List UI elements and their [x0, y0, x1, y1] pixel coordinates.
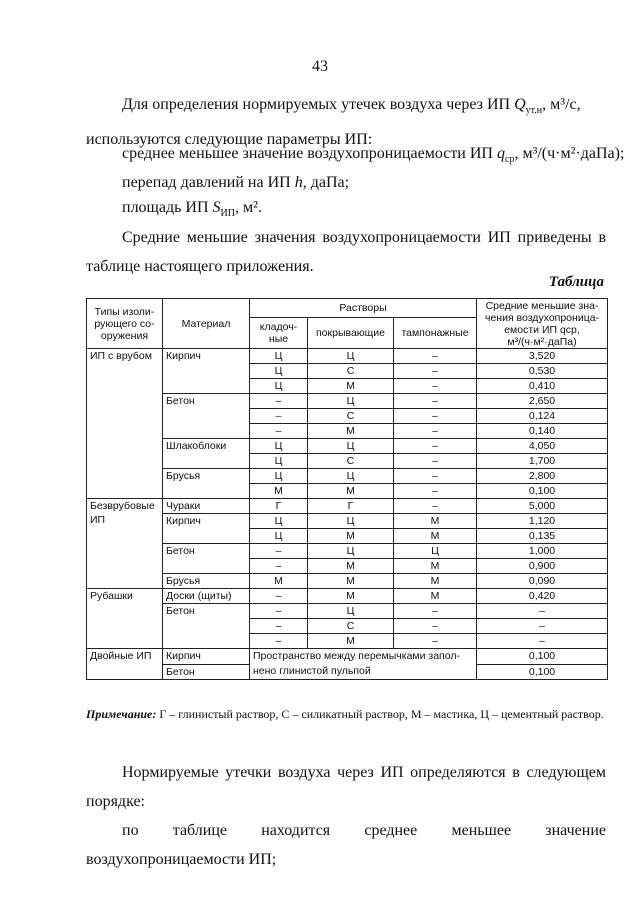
cell-covering: М: [308, 484, 394, 499]
cell-covering: М: [308, 379, 394, 394]
table-row: [87, 574, 608, 589]
cell-covering: С: [308, 454, 394, 469]
cell-masonry: –: [250, 409, 308, 424]
cell-value: 3,520: [477, 349, 608, 364]
cell-value: –: [477, 604, 608, 619]
cell-value: 0,100: [477, 484, 608, 499]
param-3-unit: , м².: [234, 199, 262, 216]
cell-material: Кирпич: [163, 514, 250, 544]
cell-covering: М: [308, 559, 394, 574]
note-label: Примечание:: [86, 707, 157, 721]
cell-value: 0,090: [477, 574, 608, 589]
cell-covering: Ц: [308, 604, 394, 619]
cell-masonry: Ц: [250, 454, 308, 469]
cell-material: Кирпич: [163, 649, 250, 665]
cell-material: Чураки: [163, 499, 250, 514]
cell-type: Рубашки: [87, 589, 163, 649]
cell-covering: М: [308, 424, 394, 439]
last-paragraph: по таблице находится среднее меньшее значение воздухопроницаемости ИП;: [86, 822, 606, 868]
cell-type: Двойные ИП: [87, 649, 163, 680]
header-material: Материал: [163, 299, 250, 349]
cell-plugging: М: [394, 514, 477, 529]
cell-covering: Ц: [308, 469, 394, 484]
cell-plugging: –: [394, 619, 477, 634]
cell-value: 0,135: [477, 529, 608, 544]
param-1-var: q: [496, 145, 505, 162]
param-1-text: среднее меньшее значение воздухопроницаемости ИП: [122, 145, 497, 162]
closing-paragraph: Нормируемые утечки воздуха через ИП определяются в следующем порядке:: [86, 764, 606, 810]
cell-value: 0,124: [477, 409, 608, 424]
cell-covering: Ц: [308, 394, 394, 409]
permeability-table: [86, 298, 607, 680]
cell-type: ИП с врубом: [87, 349, 163, 499]
cell-plugging: –: [394, 349, 477, 364]
cell-plugging: –: [394, 484, 477, 499]
table-row: [87, 589, 608, 604]
cell-masonry: –: [250, 394, 308, 409]
cell-masonry: Г: [250, 499, 308, 514]
cell-covering: М: [308, 574, 394, 589]
cell-plugging: М: [394, 574, 477, 589]
cell-plugging: –: [394, 469, 477, 484]
cell-value: 0,900: [477, 559, 608, 574]
cell-material: Бетон: [163, 604, 250, 649]
cell-masonry: –: [250, 619, 308, 634]
param-2-text: перепад давлений на ИП: [122, 174, 295, 191]
param-2-unit: , даПа;: [302, 174, 350, 191]
table-row: [87, 544, 608, 559]
header-plugging: тампонажные: [394, 318, 477, 349]
cell-value: 5,000: [477, 499, 608, 514]
cell-masonry: –: [250, 559, 308, 574]
param-1-sub: ср: [504, 154, 515, 166]
cell-span-note: Пространство между перемычками запол-нено глинистой пульпой: [250, 649, 477, 680]
cell-plugging: –: [394, 409, 477, 424]
cell-material: Доски (щиты): [163, 589, 250, 604]
param-3-sub: ИП: [220, 208, 235, 220]
cell-covering: Ц: [308, 514, 394, 529]
cell-covering: Ц: [308, 349, 394, 364]
cell-material: Бетон: [163, 544, 250, 574]
cell-masonry: Ц: [250, 379, 308, 394]
cell-value: 1,700: [477, 454, 608, 469]
cell-masonry: Ц: [250, 514, 308, 529]
param-1-unit: , м³/(ч·м²·даПа);: [514, 145, 625, 162]
param-2-var: h: [294, 174, 303, 191]
cell-plugging: –: [394, 454, 477, 469]
cell-covering: С: [308, 619, 394, 634]
cell-plugging: –: [394, 439, 477, 454]
cell-value: 1,000: [477, 544, 608, 559]
cell-plugging: М: [394, 589, 477, 604]
cell-plugging: –: [394, 499, 477, 514]
intro-unit: , м³/с,: [542, 96, 581, 113]
cell-value: 1,120: [477, 514, 608, 529]
param-3: [122, 199, 262, 219]
cell-masonry: М: [250, 484, 308, 499]
cell-covering: Ц: [308, 439, 394, 454]
table-row: [87, 514, 608, 529]
cell-covering: Ц: [308, 544, 394, 559]
table-note: [86, 703, 606, 725]
cell-covering: М: [308, 589, 394, 604]
table-row: [87, 349, 608, 364]
cell-covering: С: [308, 364, 394, 379]
cell-material: Кирпич: [163, 349, 250, 394]
cell-value: 2,650: [477, 394, 608, 409]
header-masonry: кладоч-ные: [250, 318, 308, 349]
var-q: Q: [514, 96, 526, 113]
var-q-sub: ут.н: [525, 105, 543, 117]
table-row: [87, 439, 608, 454]
cell-value: –: [477, 619, 608, 634]
cell-value: 2,800: [477, 469, 608, 484]
table-row: [87, 499, 608, 514]
cell-plugging: Ц: [394, 544, 477, 559]
table-row: [87, 604, 608, 619]
cell-masonry: Ц: [250, 439, 308, 454]
cell-material: Шлакоблоки: [163, 439, 250, 469]
cell-material: Бетон: [163, 664, 250, 680]
cell-masonry: Ц: [250, 364, 308, 379]
note-text: Г – глинистый раствор, С – силикатный раствор, М – мастика, Ц – цементный раствор.: [156, 707, 604, 721]
cell-masonry: –: [250, 424, 308, 439]
cell-value: 0,140: [477, 424, 608, 439]
cell-value: 0,100: [477, 649, 608, 665]
header-covering: покрывающие: [308, 318, 394, 349]
cell-covering: Г: [308, 499, 394, 514]
cell-plugging: М: [394, 559, 477, 574]
table-row: [87, 469, 608, 484]
cell-plugging: –: [394, 394, 477, 409]
cell-masonry: Ц: [250, 349, 308, 364]
cell-plugging: М: [394, 529, 477, 544]
cell-masonry: Ц: [250, 469, 308, 484]
cell-material: Бетон: [163, 394, 250, 439]
param-3-var: S: [212, 199, 221, 216]
cell-masonry: –: [250, 634, 308, 649]
cell-value: 0,420: [477, 589, 608, 604]
intro-text: Для определения нормируемых утечек воздуха через ИП: [122, 96, 515, 113]
page-number: 43: [312, 58, 328, 75]
cell-plugging: –: [394, 364, 477, 379]
cell-covering: С: [308, 409, 394, 424]
cell-value: 4,050: [477, 439, 608, 454]
avg-paragraph: Средние меньшие значения воздухопроницаемости ИП приведены в таблице настоящего приложения.: [86, 229, 606, 275]
cell-type: Безврубовые ИП: [87, 499, 163, 589]
header-solutions: Растворы: [250, 299, 477, 318]
cell-value: 0,100: [477, 664, 608, 680]
cell-plugging: –: [394, 604, 477, 619]
cell-value: 0,410: [477, 379, 608, 394]
header-value: Средние меньшие зна-чения воздухопроница-емости ИП qср, м³/(ч·м²·даПа): [477, 299, 608, 349]
param-2: [122, 174, 349, 192]
param-1: [122, 145, 624, 165]
cell-material: Брусья: [163, 574, 250, 589]
cell-masonry: –: [250, 544, 308, 559]
cell-material: Брусья: [163, 469, 250, 499]
cell-masonry: Ц: [250, 529, 308, 544]
cell-covering: М: [308, 634, 394, 649]
intro-line2: используются следующие параметры ИП:: [86, 131, 373, 149]
table-caption: Таблица: [548, 274, 604, 290]
cell-masonry: –: [250, 589, 308, 604]
cell-masonry: –: [250, 604, 308, 619]
cell-plugging: –: [394, 424, 477, 439]
cell-masonry: М: [250, 574, 308, 589]
cell-value: 0,530: [477, 364, 608, 379]
table-row: [87, 649, 608, 665]
cell-plugging: –: [394, 634, 477, 649]
table-row: [87, 394, 608, 409]
param-3-text: площадь ИП: [122, 199, 213, 216]
cell-covering: М: [308, 529, 394, 544]
header-type: Типы изоли-рующего со-оружения: [87, 299, 163, 349]
cell-value: –: [477, 634, 608, 649]
cell-plugging: –: [394, 379, 477, 394]
